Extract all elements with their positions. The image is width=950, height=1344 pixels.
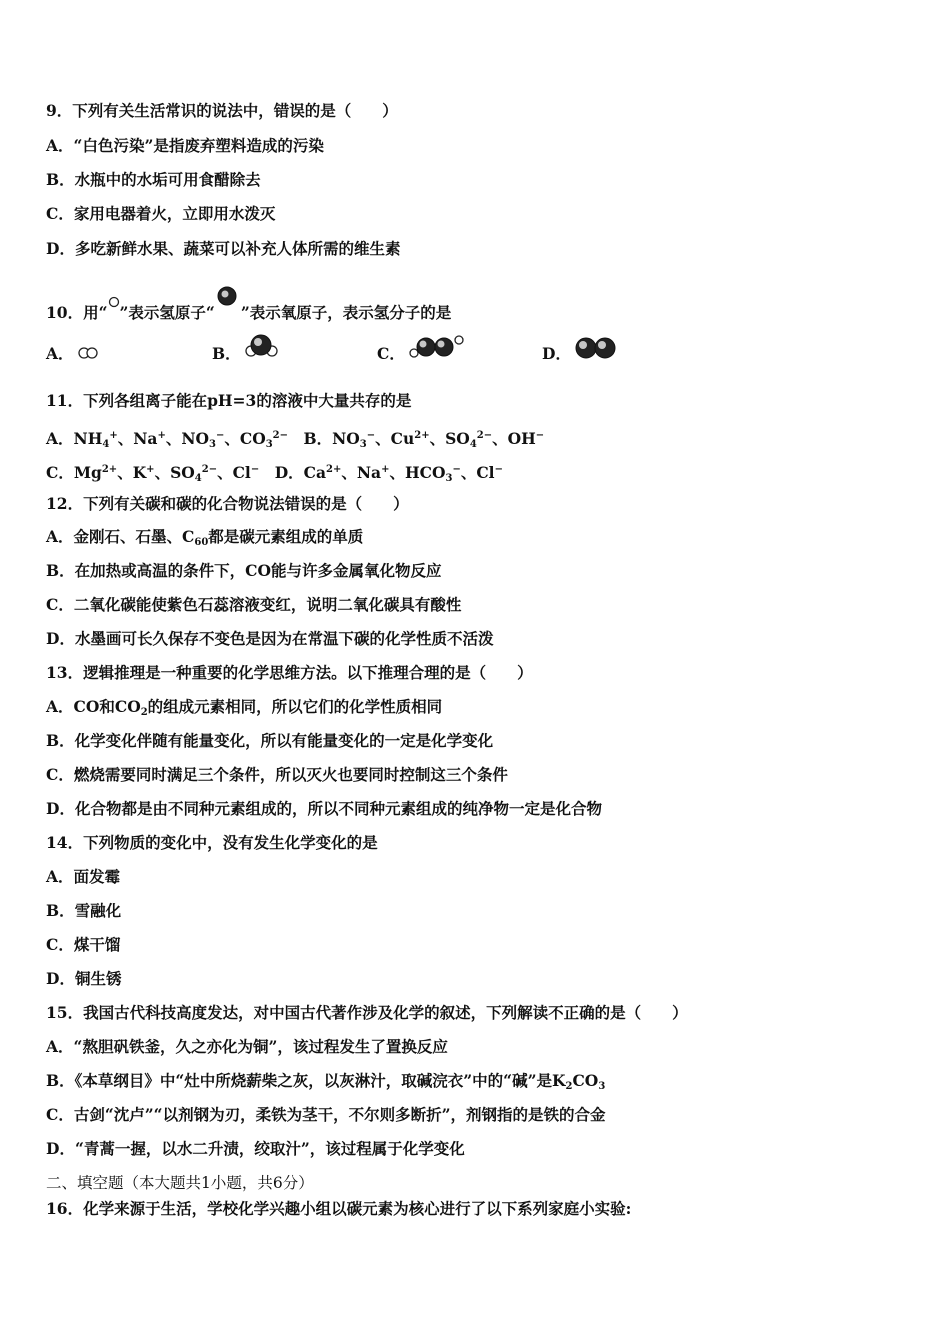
ion-charge: − xyxy=(250,464,260,475)
q10-option-a-label: A． xyxy=(46,344,74,363)
q15-option-b-subscript: 2 xyxy=(565,1081,573,1092)
q13-option-b: B．化学变化伴随有能量变化，所以有能量变化的一定是化学变化 xyxy=(46,731,494,750)
ion-subscript: 3 xyxy=(265,439,273,450)
ion-subscript: 3 xyxy=(445,473,453,484)
ion-text: NH xyxy=(73,429,103,448)
ion-charge: + xyxy=(146,464,155,475)
q12-option-a-subscript: 60 xyxy=(194,537,209,548)
ion-charge: − xyxy=(494,464,503,475)
oxygen-atom-icon xyxy=(215,286,241,308)
q12-stem: 12．下列有关碳和碳的化合物说法错误的是（ ） xyxy=(46,494,409,513)
ion-charge: 2+ xyxy=(101,464,118,475)
q11-option-b-label: B． xyxy=(288,429,333,448)
hydrogen-atom-icon xyxy=(108,296,120,310)
ion-charge: − xyxy=(215,430,225,441)
q10-stem-post: ”表示氧原子，表示氢分子的是 xyxy=(240,303,452,322)
ion-subscript: 4 xyxy=(194,473,202,484)
ion-text: 、CO xyxy=(224,429,266,448)
q13-option-d: D．化合物都是由不同种元素组成的，所以不同种元素组成的纯净物一定是化合物 xyxy=(46,799,602,818)
q13-option-a-text-end: 的组成元素相同，所以它们的化学性质相同 xyxy=(147,697,443,716)
q16-stem: 16．化学来源于生活，学校化学兴趣小组以碳元素为核心进行了以下系列家庭小实验: xyxy=(46,1199,632,1218)
q11-option-c-label: C． xyxy=(46,463,74,482)
q12-option-a-text: A．金刚石、石墨、C xyxy=(46,527,195,546)
ion-charge: − xyxy=(366,430,376,441)
q12-option-a-text-end: 都是碳元素组成的单质 xyxy=(208,527,364,546)
q12-option-b: B．在加热或高温的条件下，CO能与许多金属氧化物反应 xyxy=(46,561,442,580)
q15-option-c: C．古剑“沈卢”“以剂钢为刃，柔铁为茎干，不尔则多断折”，剂钢指的是铁的合金 xyxy=(46,1105,606,1124)
ion-text: NO xyxy=(332,429,360,448)
section-heading: 二、填空题（本大题共1小题，共6分） xyxy=(46,1174,314,1192)
q12-option-c: C．二氧化碳能使紫色石蕊溶液变红，说明二氧化碳具有酸性 xyxy=(46,595,462,614)
q12-option-a xyxy=(46,527,363,553)
q14-option-b: B．雪融化 xyxy=(46,901,122,920)
ion-charge: 2− xyxy=(201,464,218,475)
q11-option-d-label: D． xyxy=(259,463,304,482)
ion-charge: + xyxy=(157,430,166,441)
q14-stem: 14．下列物质的变化中，没有发生化学变化的是 xyxy=(46,833,378,852)
ion-text: 、Na xyxy=(117,429,158,448)
ion-subscript: 4 xyxy=(469,439,477,450)
ion-subscript: 4 xyxy=(102,439,110,450)
ion-subscript: 3 xyxy=(359,439,367,450)
ion-text: 、Cu xyxy=(375,429,415,448)
q13-option-a-text: A．CO和CO xyxy=(46,697,141,716)
q11-stem: 11．下列各组离子能在pH=3的溶液中大量共存的是 xyxy=(46,391,412,410)
q9-option-b: B．水瓶中的水垢可用食醋除去 xyxy=(46,170,261,189)
q10-stem-pre: 10．用“ xyxy=(46,303,108,322)
oxygen-molecule-icon xyxy=(575,336,619,360)
ion-subscript: 3 xyxy=(209,439,216,450)
q11-options-ab xyxy=(46,426,544,455)
q14-option-c: C．煤干馏 xyxy=(46,935,121,954)
q11-options-cd xyxy=(46,460,503,489)
ion-text: Mg xyxy=(73,463,102,482)
q13-option-c: C．燃烧需要同时满足三个条件，所以灭火也要同时控制这三个条件 xyxy=(46,765,508,784)
ion-text: 、OH xyxy=(492,429,536,448)
ion-text: 、Cl xyxy=(217,463,251,482)
q15-option-b-text: B．《本草纲目》中“灶中所烧薪柴之灰，以灰淋汁，取碱浣衣”中的“碱”是K xyxy=(46,1071,566,1090)
ion-charge: + xyxy=(109,430,118,441)
q15-option-b-subscript-2: 3 xyxy=(598,1081,606,1092)
q14-option-d: D．铜生锈 xyxy=(46,969,122,988)
ion-text: 、HCO xyxy=(389,463,446,482)
ion-text: 、K xyxy=(117,463,147,482)
q9-option-d: D．多吃新鲜水果、蔬菜可以补充人体所需的维生素 xyxy=(46,239,401,258)
ion-charge: − xyxy=(535,430,545,441)
q11-option-a-label: A． xyxy=(46,429,74,448)
q15-option-b xyxy=(46,1071,605,1097)
hydrogen-peroxide-molecule-icon xyxy=(408,334,468,360)
q14-option-a: A．面发霉 xyxy=(46,867,121,886)
q10-stem xyxy=(46,286,451,323)
water-molecule-icon xyxy=(242,333,282,359)
q15-option-a: A．“熬胆矾铁釜，久之亦化为铜”，该过程发生了置换反应 xyxy=(46,1037,448,1056)
q9-option-a: A．“白色污染”是指废弃塑料造成的污染 xyxy=(46,136,324,155)
q13-option-a xyxy=(46,697,442,723)
ion-text: Ca xyxy=(303,463,327,482)
ion-text: 、SO xyxy=(429,429,470,448)
q15-option-b-formula: CO xyxy=(572,1071,599,1090)
ion-charge: − xyxy=(452,464,461,475)
hydrogen-molecule-icon xyxy=(78,344,104,360)
q9-stem: 9．下列有关生活常识的说法中，错误的是（ ） xyxy=(46,101,398,120)
q10-option-c-label: C． xyxy=(377,344,405,363)
q15-stem: 15．我国古代科技高度发达，对中国古代著作涉及化学的叙述，下列解读不正确的是（ ） xyxy=(46,1003,688,1022)
ion-charge: 2+ xyxy=(326,464,342,475)
ion-text: 、Cl xyxy=(460,463,495,482)
q10-option-d-label: D． xyxy=(542,344,571,363)
q12-option-d: D．水墨画可长久保存不变色是因为在常温下碳的化学性质不活泼 xyxy=(46,629,494,648)
q10-stem-mid: ”表示氢原子“ xyxy=(119,303,215,322)
ion-text: 、Na xyxy=(341,463,382,482)
ion-charge: 2− xyxy=(476,430,493,441)
ion-charge: 2− xyxy=(272,430,289,441)
ion-charge: 2+ xyxy=(414,430,430,441)
ion-text: 、NO xyxy=(165,429,209,448)
q9-option-c: C．家用电器着火，立即用水泼灭 xyxy=(46,204,276,223)
q13-option-a-subscript: 2 xyxy=(140,707,148,718)
q13-stem: 13．逻辑推理是一种重要的化学思维方法。以下推理合理的是（ ） xyxy=(46,663,533,682)
ion-charge: + xyxy=(381,464,390,475)
q15-option-d: D．“青蒿一握，以水二升渍，绞取汁”，该过程属于化学变化 xyxy=(46,1139,465,1158)
q10-option-b-label: B． xyxy=(212,344,241,363)
ion-text: 、SO xyxy=(154,463,195,482)
